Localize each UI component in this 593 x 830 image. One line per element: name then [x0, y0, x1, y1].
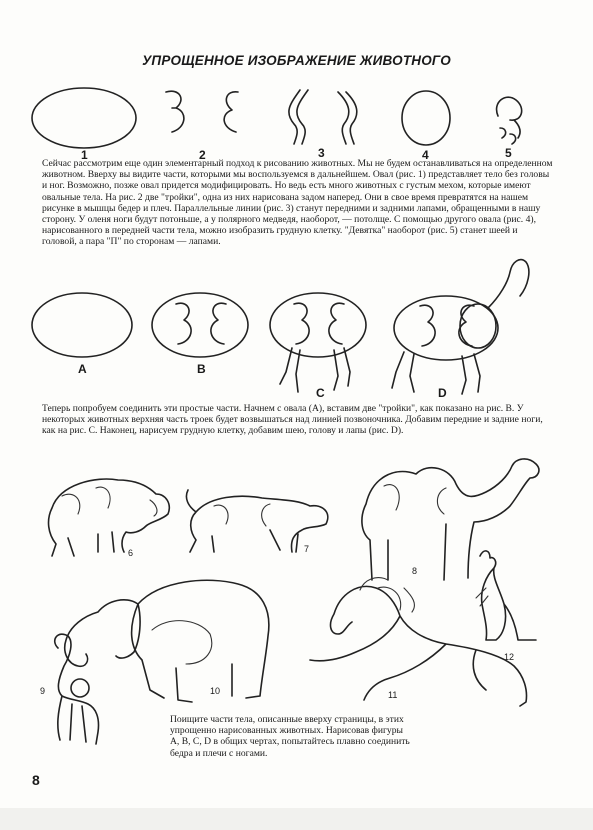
camel-sketch [362, 459, 539, 580]
elephant-sketch [65, 580, 269, 702]
shape-oval-1 [32, 88, 136, 148]
construction-label-a: A [78, 362, 87, 376]
page-number: 8 [32, 772, 40, 788]
shape-lines-3d [346, 92, 357, 144]
horse-sketch [310, 578, 527, 706]
construction-d-right-three [459, 305, 474, 346]
construction-b-right-three [211, 303, 226, 344]
scan-edge [0, 808, 593, 830]
shape-lines-3b [297, 90, 308, 144]
construction-d-chest [460, 304, 496, 348]
construction-a-oval [32, 293, 132, 357]
shape-oval-4 [402, 91, 450, 145]
construction-label-b: B [197, 362, 206, 376]
shape-lines-3c [338, 92, 349, 144]
animal-label-11: 11 [388, 690, 398, 700]
construction-c-legs [280, 348, 350, 392]
monkey-sketch [55, 634, 99, 744]
step-label-1: 1 [81, 148, 88, 162]
animal-label-12: 12 [504, 652, 515, 662]
construction-label-c: C [316, 386, 325, 400]
step-label-4: 4 [422, 148, 429, 162]
intro-paragraph: Сейчас рассмотрим еще один элементарный подход к рисованию животных. Мы не будем останавливаться на определенном животном. Вверху вы видите части, которыми мы воспользуемся в дальнейшем. Овал (рис. 1) представляет тело без головы и ног. Возможно, позже овал придется модифицировать. Но ведь есть много животных с густым мехом, которые имеют овальные тела. На рис. 2 две "тройки", одна из них нарисована задом наперед. Они в свое время превратятся на нашем рисунке в мышцы бедер и плеч. Параллельные линии (рис. 3) станут передними и задними лапами, обращенными в нашу сторону. У оленя ноги будут потоньше, а у полярного медведя, наоборот, — потолще. С помощью другого овала (рис. 4), нарисованного в передней части тела, можно изобразить грудную клетку. "Девятка" наоборот (рис. 5) станет шеей и головой, а пара "П" по сторонам — лапами. [42, 158, 553, 248]
combine-paragraph: Теперь попробуем соединить эти простые части. Начнем с овала (A), вставим две "тройки", как показано на рис. B. У некоторых животных верхняя часть троек будет возвышаться над линией позвоночника. Добавим передние и задние ноги, как на рис. C. Наконец, нарисуем грудную клетку, добавим шею, голову и лапы (рис. D). [42, 403, 543, 437]
step-label-5: 5 [505, 146, 512, 160]
construction-b-left-three [176, 303, 191, 344]
step-label-2: 2 [199, 148, 206, 162]
construction-d-neck [488, 260, 529, 308]
cat-sketch [186, 490, 327, 552]
animal-label-8: 8 [412, 566, 418, 576]
page-title: УПРОЩЕННОЕ ИЗОБРАЖЕНИЕ ЖИВОТНОГО [142, 53, 451, 68]
bear-sketch [49, 479, 170, 556]
construction-c-right-three [329, 303, 344, 344]
animal-label-10: 10 [210, 686, 221, 696]
shape-nine-5 [497, 97, 522, 138]
exercise-paragraph: Поищите части тела, описанные вверху страницы, в этих упрощенно нарисованных животных. Нарисовав фигуры A, B, C, D в общих чертах, попытайтесь плавно соединить бедра и плечи с ногами. [170, 714, 410, 759]
construction-d-left-three [420, 305, 435, 346]
shape-threes-2 [166, 91, 184, 132]
construction-d-legs [392, 352, 480, 394]
shape-threes-2b [224, 92, 238, 132]
construction-c-oval [270, 293, 366, 357]
construction-label-d: D [438, 386, 447, 400]
step-label-3: 3 [318, 146, 325, 160]
construction-b-oval [152, 293, 248, 357]
shape-lines-3a [289, 90, 300, 144]
animal-label-6: 6 [128, 548, 134, 558]
construction-d-oval [394, 296, 498, 360]
shape-nine-5b [500, 128, 516, 144]
construction-c-left-three [294, 303, 309, 344]
kangaroo-sketch [476, 551, 536, 640]
animal-label-9: 9 [40, 686, 46, 696]
animal-label-7: 7 [304, 544, 310, 554]
